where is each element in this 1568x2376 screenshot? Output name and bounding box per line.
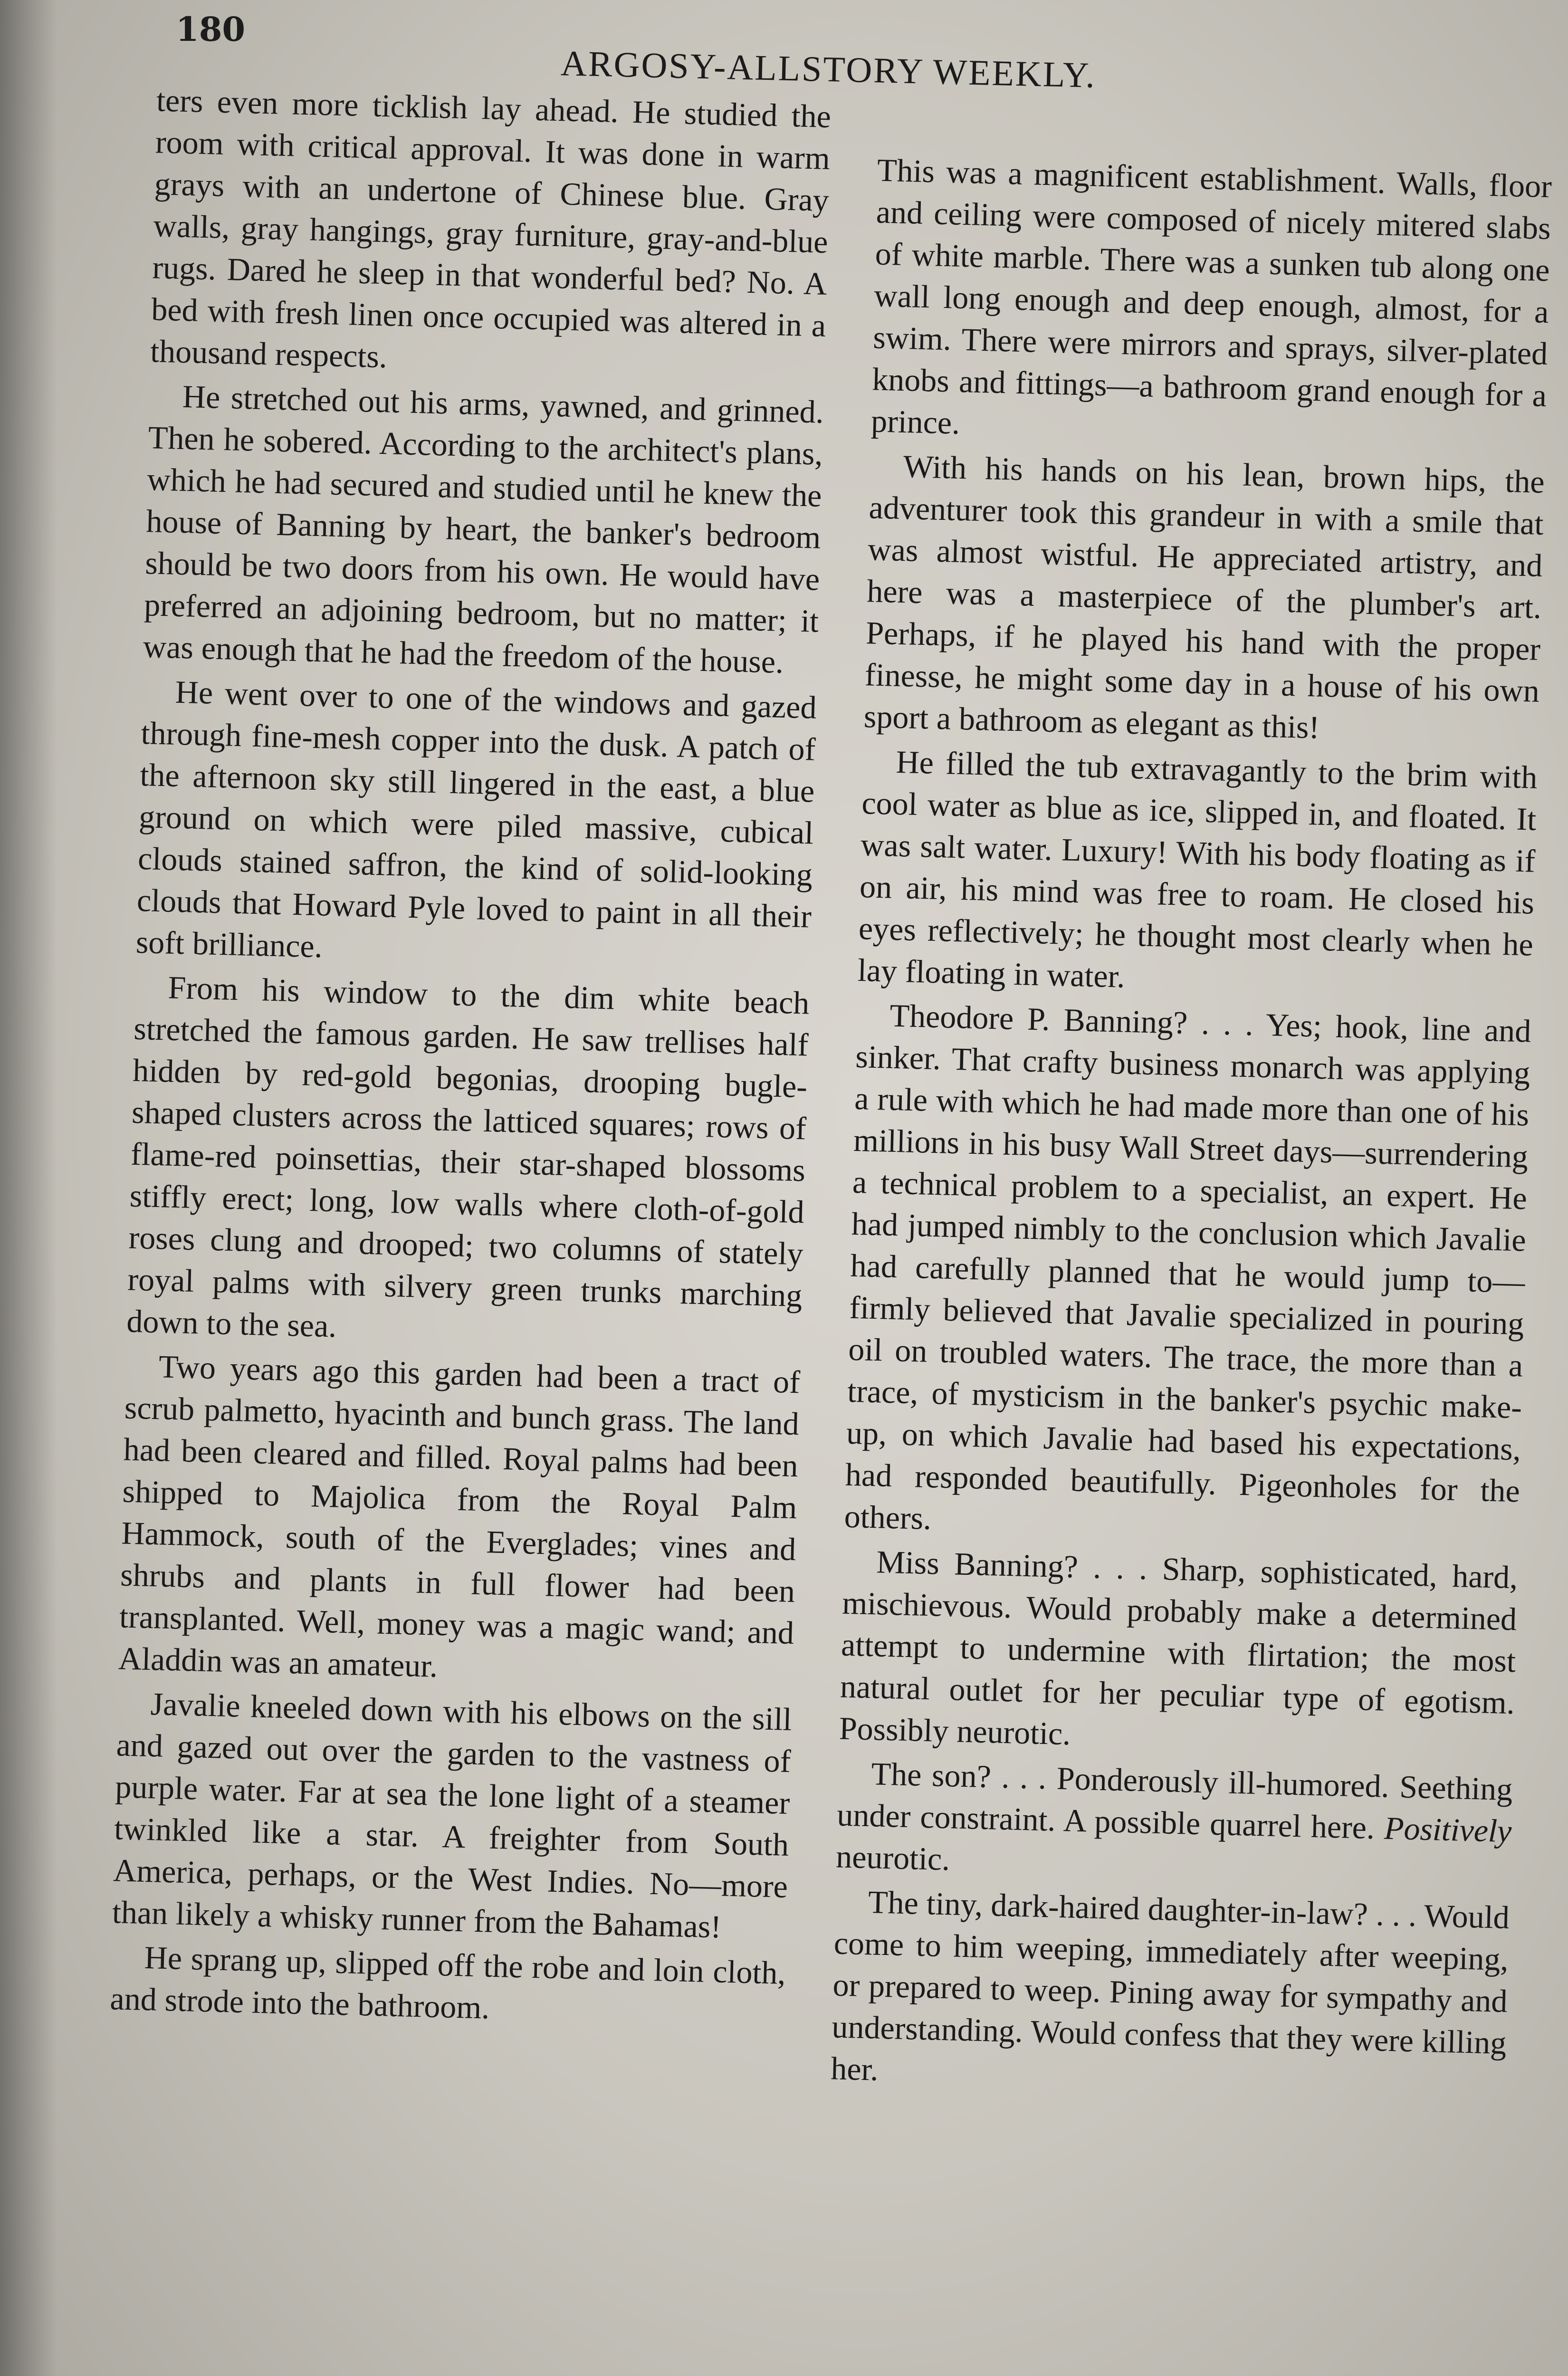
paragraph: Javalie kneeled down with his elbows on the sill and gazed out over the garden to the vastness of purple water. Far at sea the lone light of a steamer twinkled like a star. A freighter from South America, perhaps, or the West Indies. No—more than likely a whisky runner from the Bahamas! [112,1686,793,1945]
paragraph: Miss Banning? . . . Sharp, sophisticated, hard, mischievous. Would probably make a determined attempt to undermine with flirtation; the most natural outlet for her peculiar type of egotism. Possibly neurotic. [839,1543,1519,1752]
paragraph: Two years ago this garden had been a tract of scrub palmetto, hyacinth and bunch grass. The land had been cleared and filled. Royal palms had been shipped to Majolica from the Royal Palm Hammock, south of the Everglades; vines and shrubs and plants in full flower had been transplanted. Well, money was a magic wand; and Aladdin was an amateur. [118,1348,801,1684]
paragraph-son [835,1752,1513,1894]
binding-shadow [0,0,57,2376]
paragraph: ters even more ticklish lay ahead. He studied the room with critical approval. It was done in warm grays with an undertone of Chinese blue. Gray walls, gray hangings, gray furniture, gray-and-blue rugs. Dared he sleep in that wonderful bed? No. A bed with fresh linen once occupied was altered in a thousand respects. [150,82,832,375]
paragraph: He stretched out his arms, yawned, and grinned. Then he sobered. According to the architect's plans, which he had secured and studied until he knew the house of Banning by heart, the banker's bedroom should be two doors from his own. He would have preferred an adjoining bedroom, but no matter; it was enough that he had the freedom of the house. [143,378,824,680]
paragraph: With his hands on his lean, brown hips, the adventurer took this grandeur in with a smile that was almost wistful. He appreciated artistry, and here was a masterpiece of the plumber's art. Perhaps, if he played his hand with the proper finesse, he might some day in a house of his own sport a bathroom as elegant as this! [863,448,1545,746]
text-run: neurotic. [835,1838,951,1878]
text-columns [44,77,1552,2376]
paragraph: From his window to the dim white beach stretched the famous garden. He saw trellises half hidden by red-gold begonias, drooping bugle-shaped clusters across the latticed squares; rows of flame-red poinsettias, their star-shaped blossoms stiffly erect; long, low walls where cloth-of-gold roses clung and drooped; two columns of stately royal palms with silvery green trunks marching down to the sea. [126,969,810,1344]
page-number: 180 [176,10,246,49]
paragraph: He sprang up, slipped off the robe and loin cloth, and strode into the bathroom. [109,1939,786,2026]
right-column [830,149,1552,2108]
left-column [109,79,832,2038]
paragraph: He filled the tub extravagantly to the brim with cool water as blue as ice, slipped in, and floated. It was salt water. Luxury! With his body floating as if on air, his mind was free to roam. He closed his eyes reflectively; he thought most clearly when he lay floating in water. [857,743,1538,995]
paragraph: The tiny, dark-haired daughter-in-law? . . . Would come to him weeping, immediately after weeping, or prepared to weep. Pining away for sympathy and understanding. Would confess that they were killing her. [830,1884,1510,2088]
paragraph: Theodore P. Banning? . . . Yes; hook, line and sinker. That crafty business monarch was applying a rule with which he had made more than one of his millions in his busy Wall Street days—surrendering a technical problem to a specialist, an expert. He had jumped nimbly to the conclusion which Javalie had carefully planned that he would jump to—firmly believed that Javalie specialized in pouring oil on troubled waters. The trace, the more than a trace, of mysticism in the banker's psychic make-up, on which Javalie had based his expectations, had responded beautifully. Pigeonholes for the others. [844,997,1532,1537]
text-run: The son? . . . Ponderously ill-humored. Seething under constraint. A possible quarrel here. [836,1755,1513,1846]
running-head: ARGOSY-ALLSTORY WEEKLY. [560,43,1097,96]
italic-emphasis: Positively [1384,1810,1512,1849]
paragraph: He went over to one of the windows and gazed through fine-mesh copper into the dusk. A patch of the afternoon sky still lingered in the east, a blue ground on which were piled massive, cubical clouds stained saffron, the kind of solid-looking clouds that Howard Pyle loved to paint in all their soft brilliance. [135,673,817,965]
paragraph: This was a magnificent establishment. Walls, floor and ceiling were composed of nicely mitered slabs of white marble. There was a sunken tub along one wall long enough and deep enough, almost, for a swim. There were mirrors and sprays, silver-plated knobs and fittings—a bathroom grand enough for a prince. [870,152,1552,441]
